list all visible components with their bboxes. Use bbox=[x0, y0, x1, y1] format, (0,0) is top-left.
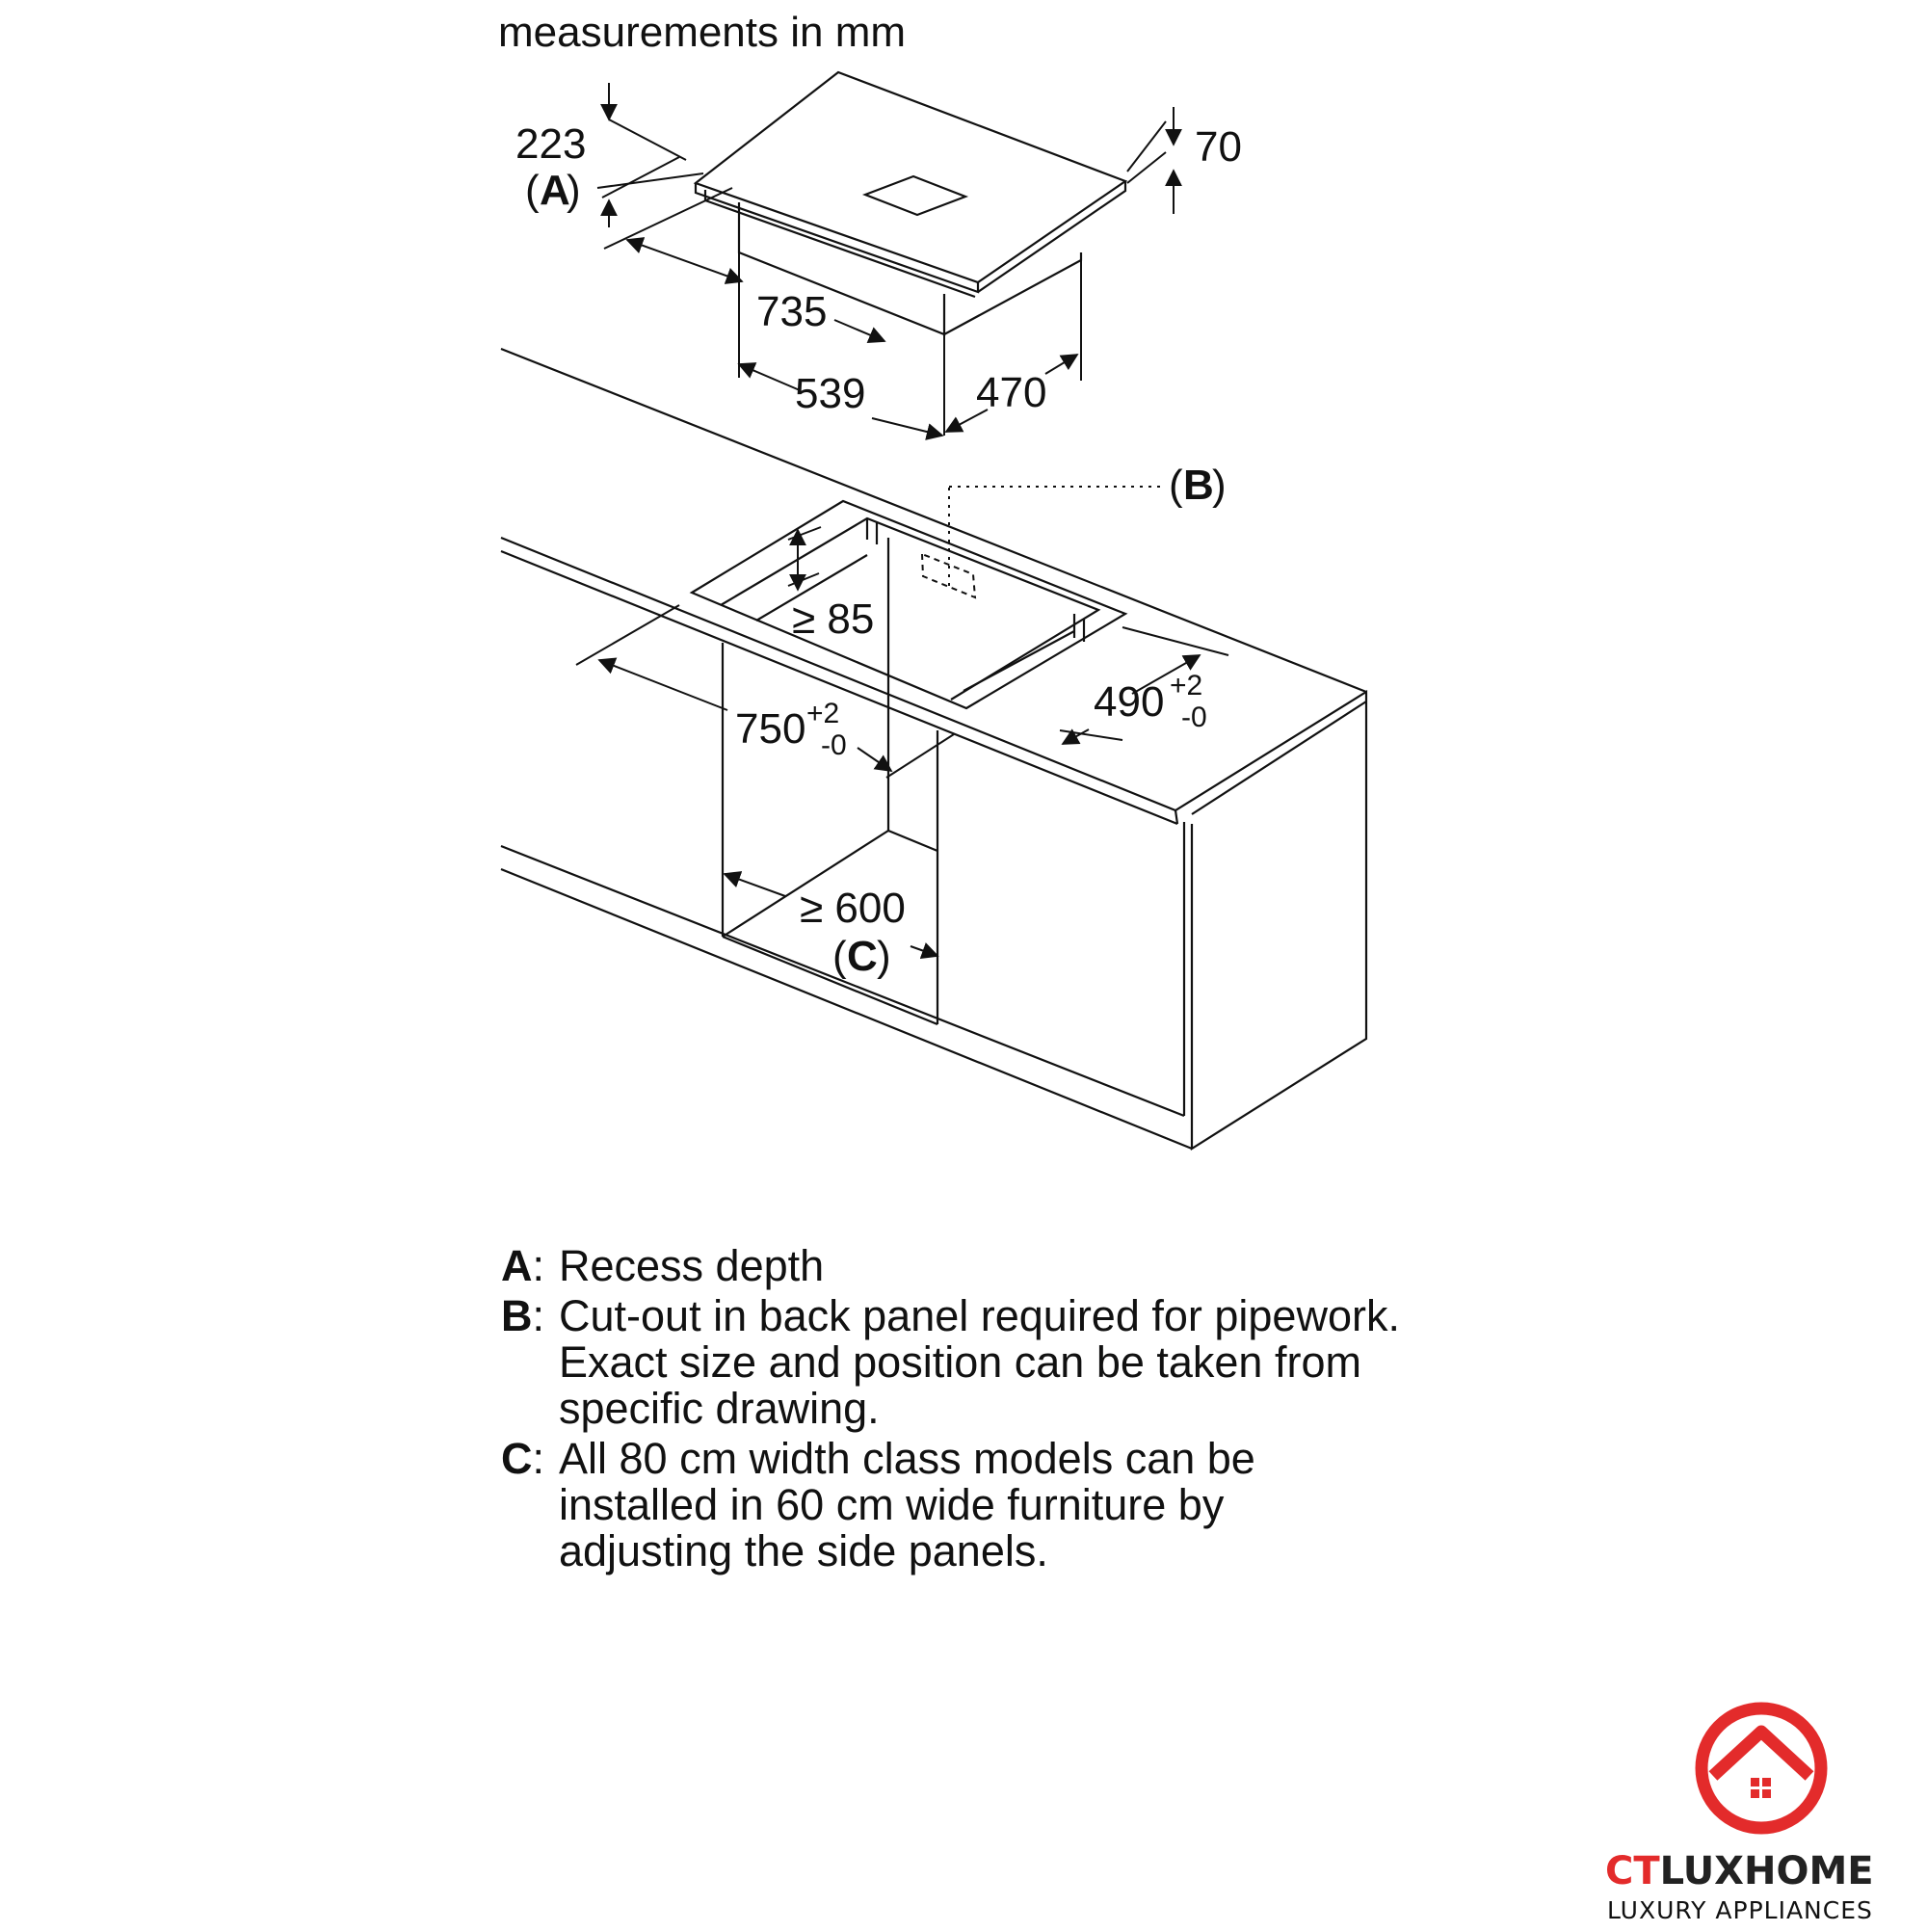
dim-490 bbox=[1094, 670, 1207, 733]
svg-text:CTLUXHOME bbox=[1605, 1849, 1874, 1893]
dim-600: ≥ 600 bbox=[800, 885, 906, 932]
svg-text:(: ( bbox=[525, 167, 540, 214]
window-icon bbox=[1751, 1778, 1771, 1798]
svg-text:+2: +2 bbox=[806, 698, 840, 729]
legend-text: Recess depth bbox=[559, 1241, 825, 1290]
legend-item-c: C: All 80 cm width class models can be installed in 60 cm wide furniture by adjusting the side panels. bbox=[501, 1436, 1465, 1575]
svg-text:B: B bbox=[1183, 462, 1214, 509]
logo-brand-ct: CT bbox=[1605, 1849, 1660, 1893]
svg-text:A: A bbox=[540, 167, 570, 214]
legend-item-a: A: Recess depth bbox=[501, 1243, 1465, 1289]
logo-brand-luxhome: LUXHOME bbox=[1659, 1849, 1874, 1893]
page-title: measurements in mm bbox=[498, 9, 907, 56]
house-icon bbox=[1713, 1732, 1809, 1776]
dim-85: ≥ 85 bbox=[792, 595, 875, 643]
callout-b bbox=[1169, 462, 1227, 509]
svg-text:): ) bbox=[567, 167, 581, 214]
cabinet-drawing bbox=[501, 349, 1366, 1149]
dim-470: 470 bbox=[976, 369, 1047, 416]
legend-item-b: B: Cut-out in back panel required for pipework. Exact size and position can be taken from specific drawing. bbox=[501, 1293, 1465, 1432]
svg-text:490: 490 bbox=[1094, 678, 1165, 726]
legend bbox=[501, 1243, 1465, 1578]
callout-a bbox=[525, 167, 581, 214]
dim-750 bbox=[735, 698, 847, 761]
svg-text:(: ( bbox=[832, 933, 847, 980]
svg-text:-0: -0 bbox=[821, 729, 847, 761]
svg-text:C: C bbox=[847, 933, 878, 980]
dim-735: 735 bbox=[756, 288, 828, 335]
dim-223: 223 bbox=[515, 120, 587, 168]
svg-text:-0: -0 bbox=[1181, 701, 1207, 733]
logo-tagline: LUXURY APPLIANCES bbox=[1607, 1896, 1873, 1924]
dim-70: 70 bbox=[1195, 123, 1242, 171]
svg-text:): ) bbox=[877, 933, 891, 980]
dim-539: 539 bbox=[795, 370, 866, 417]
svg-text:750: 750 bbox=[735, 705, 806, 753]
svg-text:): ) bbox=[1212, 462, 1227, 509]
legend-text: All 80 cm width class models can be installed in 60 cm wide furniture by adjusting the side panels. bbox=[559, 1434, 1255, 1575]
svg-text:(: ( bbox=[1169, 462, 1183, 509]
svg-text:+2: +2 bbox=[1170, 670, 1203, 701]
brand-logo bbox=[1599, 1701, 1927, 1927]
callout-c bbox=[832, 933, 891, 980]
legend-text: Cut-out in back panel required for pipework. Exact size and position can be taken from specific drawing. bbox=[559, 1291, 1400, 1433]
